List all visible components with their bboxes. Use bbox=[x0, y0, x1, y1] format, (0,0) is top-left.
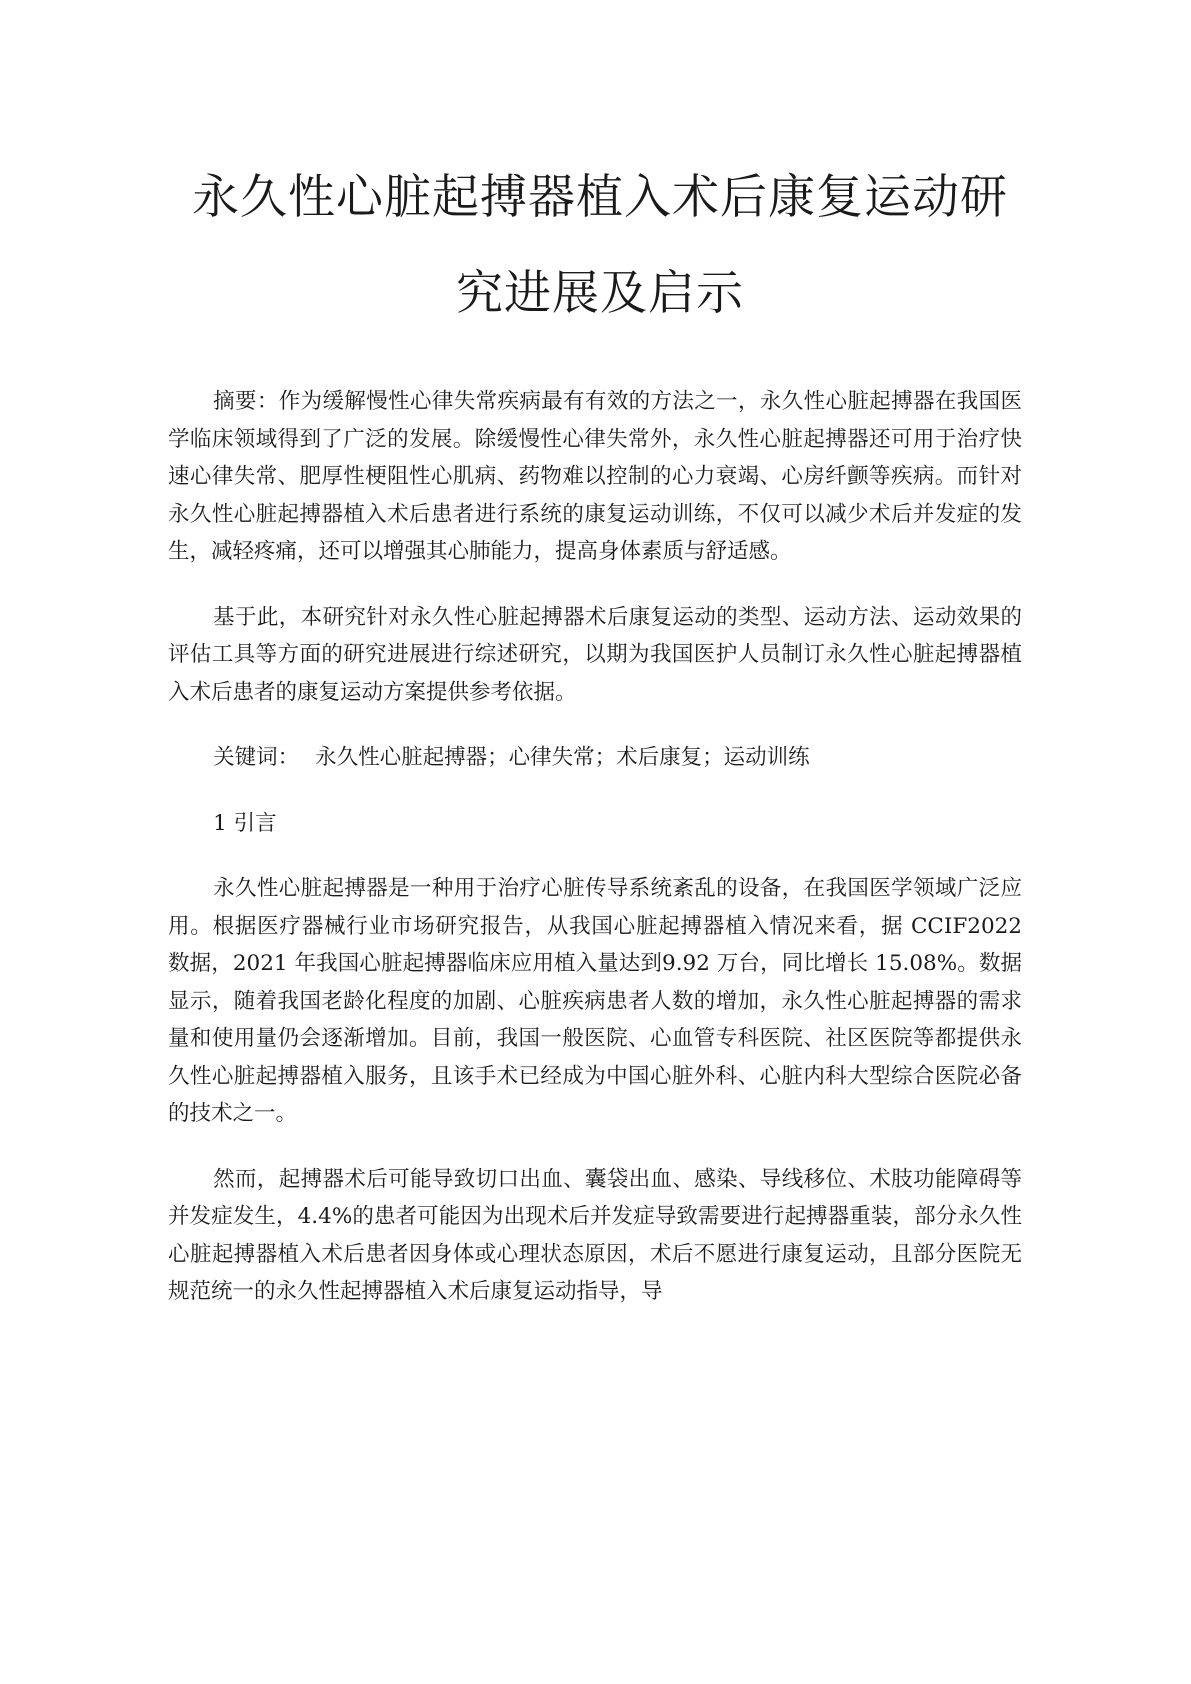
body-paragraph-1: 永久性心脏起搏器是一种用于治疗心脏传导系统紊乱的设备，在我国医学领域广泛应用。根据医疗器械行业市场研究报告，从我国心脏起搏器植入情况来看，据 CCIF2022 数据，2021 年我国心脏起搏器临床应用植入量达到9.92 万台，同比增长 15.08%。数据显示，随着我国老龄化程度的加剧、心脏疾病患者人数的增加，永久性心脏起搏器的需求量和使用量仍会逐渐增加。目前，我国一般医院、心血管专科医院、社区医院等都提供永久性心脏起搏器植入服务，且该手术已经成为中国心脏外科、心脏内科大型综合医院必备的技术之一。 bbox=[168, 876, 1022, 1126]
abstract-paragraph: 摘要：作为缓解慢性心律失常疾病最有有效的方法之一，永久性心脏起搏器在我国医学临床领域得到了广泛的发展。除缓慢性心律失常外，永久性心脏起搏器还可用于治疗快速心律失常、肥厚性梗阻性心肌病、药物难以控制的心力衰竭、心房纤颤等疾病。而针对永久性心脏起搏器植入术后患者进行系统的康复运动训练，不仅可以减少术后并发症的发生，减轻疼痛，还可以增强其心肺能力，提高身体素质与舒适感。 bbox=[168, 389, 1022, 564]
keywords-label: 关键词： bbox=[213, 745, 300, 770]
body-paragraph-2: 然而，起搏器术后可能导致切口出血、囊袋出血、感染、导线移位、术肢功能障碍等并发症发生，4.4%的患者可能因为出现术后并发症导致需要进行起搏器重装，部分永久性心脏起搏器植入术后患者因身体或心理状态原因，术后不愿进行康复运动，且部分医院无规范统一的永久性起搏器植入术后康复运动指导，导 bbox=[168, 1166, 1022, 1304]
title-line-2: 究进展及启示 bbox=[456, 266, 744, 321]
abstract-paragraph-2: 基于此，本研究针对永久性心脏起搏器术后康复运动的类型、运动方法、运动效果的评估工具等方面的研究进展进行综述研究，以期为我国医护人员制订永久性心脏起搏器植入术后患者的康复运动方案提供参考依据。 bbox=[168, 604, 1022, 705]
document-title bbox=[170, 150, 1030, 342]
document-body bbox=[168, 383, 1022, 1339]
keywords-line bbox=[168, 739, 1022, 777]
keywords-text: 永久性心脏起搏器；心律失常；术后康复；运动训练 bbox=[315, 745, 810, 770]
title-line-1: 永久性心脏起搏器植入术后康复运动研 bbox=[192, 170, 1008, 225]
section-heading: 1 引言 bbox=[213, 810, 277, 836]
